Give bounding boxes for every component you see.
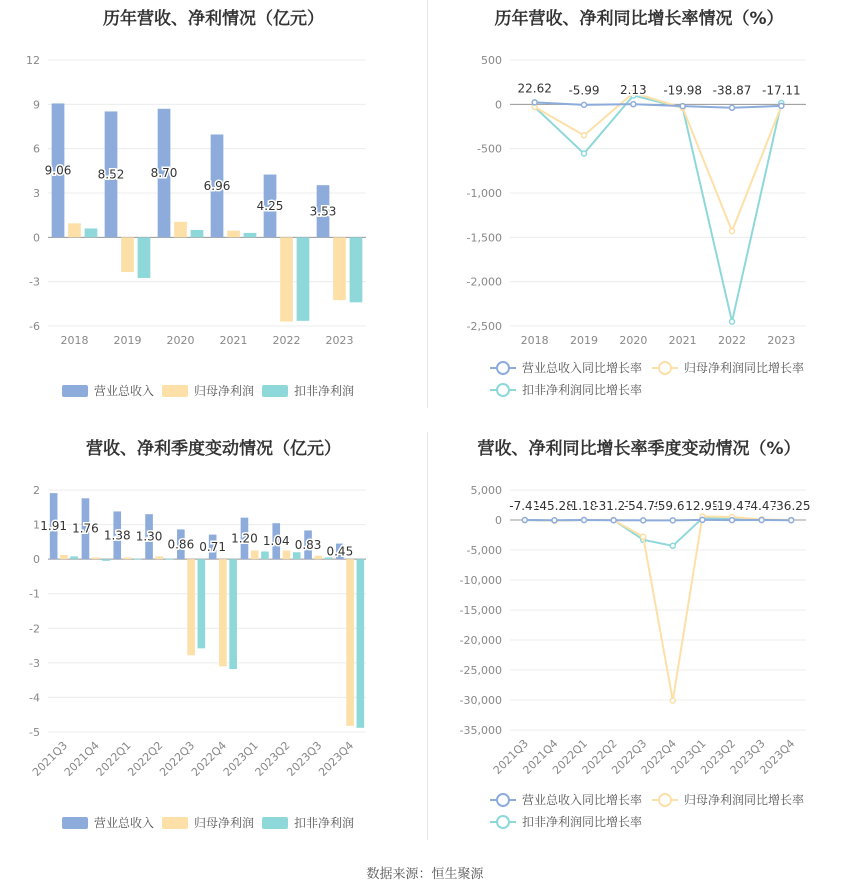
y-tick-label: -2,500: [466, 320, 502, 333]
x-tick-label: 2022Q1: [550, 736, 591, 777]
x-tick-label: 2022Q2: [579, 736, 620, 777]
legend-swatch: [162, 385, 188, 397]
series-line: [535, 93, 782, 231]
bar: [229, 559, 237, 669]
bar-value-label: 1.04: [262, 534, 290, 549]
legend-swatch: [162, 817, 188, 829]
data-point: [532, 100, 537, 105]
legend-label: 扣非净利润: [294, 384, 355, 398]
legend-label: 营业总收入同比增长率: [522, 793, 643, 807]
line-value-label: -38.87: [712, 83, 752, 98]
legend-label: 归母净利润: [194, 816, 255, 830]
x-tick-label: 2022: [718, 334, 746, 347]
legend-swatch-marker: [659, 362, 671, 374]
data-point: [582, 517, 587, 522]
x-tick-label: 2021Q4: [520, 736, 561, 777]
x-tick-label: 2023Q1: [220, 738, 261, 779]
data-point: [700, 517, 705, 522]
bar: [134, 558, 142, 559]
y-tick-label: 500: [481, 54, 502, 67]
x-tick-label: 2023Q1: [668, 736, 709, 777]
data-point: [730, 229, 735, 234]
series-line: [525, 516, 791, 700]
y-tick-label: -5,000: [466, 544, 502, 557]
x-tick-label: 2018: [520, 334, 549, 347]
legend-swatch: [262, 385, 288, 397]
data-point: [680, 104, 685, 109]
chart-title: 营收、净利同比增长率季度变动情况（%）: [477, 439, 801, 459]
data-point: [522, 518, 527, 523]
line-value-label: 1.18: [570, 498, 598, 513]
chart-panel-quarterly-growth: [428, 432, 850, 852]
chart-panel-annual-revenue-profit: [0, 0, 427, 410]
line-value-label: -5.99: [568, 83, 600, 98]
legend-swatch: [62, 385, 88, 397]
y-tick-label: -20,000: [459, 634, 502, 647]
x-tick-label: 2023Q4: [316, 738, 357, 779]
data-point: [552, 518, 557, 523]
bar-value-label: 1.30: [135, 529, 163, 544]
x-tick-label: 2023Q3: [284, 738, 325, 779]
bar: [102, 559, 110, 561]
data-point: [582, 102, 587, 107]
x-tick-label: 2023Q2: [698, 736, 739, 777]
bar: [166, 558, 174, 559]
y-tick-label: 5,000: [470, 484, 502, 497]
x-tick-label: 2022Q4: [638, 736, 679, 777]
line-value-label: 22.62: [517, 81, 552, 96]
bar-value-label: 4.25: [256, 198, 284, 213]
x-tick-label: 2022Q1: [93, 738, 134, 779]
x-tick-label: 2022Q4: [188, 738, 230, 779]
legend-label: 归母净利润同比增长率: [684, 793, 805, 807]
bar: [191, 230, 204, 237]
legend-label: 扣非净利润: [294, 816, 355, 830]
bar: [227, 231, 240, 238]
x-tick-label: 2021: [219, 334, 248, 347]
y-tick-label: 1: [33, 518, 40, 532]
x-tick-label: 2022Q2: [125, 738, 166, 779]
bar-value-label: 0.71: [199, 539, 227, 554]
bar: [70, 556, 78, 559]
chart-panel-quarterly-revenue-profit: [0, 432, 427, 852]
line-value-label: -19.47: [712, 499, 752, 513]
data-point: [730, 105, 735, 110]
bar: [280, 237, 293, 321]
data-point: [641, 534, 646, 539]
chart-title: 历年营收、净利情况（亿元）: [103, 9, 324, 29]
bar: [198, 559, 206, 648]
legend-label: 扣非净利润同比增长率: [522, 383, 643, 397]
legend-swatch-marker: [497, 816, 509, 828]
legend-swatch: [62, 817, 88, 829]
legend-swatch-marker: [659, 794, 671, 806]
line-value-label: -4.47: [746, 499, 778, 513]
bar: [357, 559, 365, 728]
x-tick-label: 2022: [272, 334, 301, 347]
y-tick-label: -4: [29, 691, 40, 705]
data-source-note: 数据来源：恒生聚源: [366, 867, 484, 882]
line-value-label: 12.95: [685, 498, 720, 513]
y-tick-label: -15,000: [459, 604, 502, 617]
x-tick-label: 2019: [113, 334, 142, 347]
chart-title: 历年营收、净利同比增长率情况（%）: [494, 9, 784, 29]
series-line: [525, 518, 791, 546]
bar: [85, 228, 98, 237]
bar: [261, 552, 269, 560]
y-tick-label: -500: [477, 142, 502, 156]
bar: [138, 237, 151, 278]
legend-label: 营业总收入同比增长率: [522, 361, 643, 375]
chart-quarterly-revenue-profit: [0, 432, 427, 852]
bar: [283, 551, 291, 560]
bar: [68, 223, 81, 237]
bar: [333, 237, 346, 300]
y-tick-label: -2: [29, 622, 40, 636]
x-tick-label: 2020: [619, 334, 648, 347]
y-tick-label: -3: [29, 275, 40, 289]
data-point: [779, 103, 784, 108]
y-tick-label: -35,000: [459, 724, 502, 737]
y-tick-label: -1: [29, 587, 40, 601]
line-value-label: -19.98: [663, 83, 703, 98]
data-point: [730, 518, 735, 523]
bar: [124, 557, 132, 559]
x-tick-label: 2022Q3: [157, 738, 198, 779]
data-point: [670, 698, 675, 703]
data-point: [611, 518, 616, 523]
bar-value-label: 0.83: [294, 537, 322, 552]
bar: [155, 556, 163, 559]
x-tick-label: 2020: [166, 334, 195, 347]
bar-value-label: 3.53: [309, 204, 337, 219]
y-tick-label: 0: [33, 553, 40, 567]
x-tick-label: 2022Q3: [609, 736, 650, 777]
bar: [297, 237, 310, 320]
chart-panel-annual-growth: [428, 0, 850, 410]
line-value-label: -7.41: [509, 499, 541, 513]
y-tick-label: -5: [29, 726, 40, 739]
bar-value-label: 8.70: [150, 166, 178, 181]
bar-value-label: 6.96: [203, 178, 231, 193]
x-tick-label: 2023: [325, 334, 354, 347]
line-value-label: -31.27: [594, 499, 633, 513]
bar: [293, 552, 301, 559]
series-line: [535, 102, 782, 107]
data-point: [670, 543, 675, 548]
y-tick-label: 2: [33, 484, 40, 497]
x-tick-label: 2023Q4: [757, 736, 798, 777]
data-point: [582, 151, 587, 156]
y-tick-label: -10,000: [459, 574, 502, 587]
bar: [121, 237, 134, 272]
data-point: [631, 102, 636, 107]
bar: [92, 557, 100, 559]
bar-value-label: 0.45: [326, 544, 354, 559]
x-tick-label: 2018: [60, 334, 89, 347]
x-tick-label: 2019: [570, 334, 598, 347]
bar: [174, 222, 187, 238]
x-tick-label: 2021: [668, 334, 697, 347]
data-point: [759, 518, 764, 523]
bar-value-label: 0.86: [167, 537, 195, 552]
y-tick-label: 0: [495, 98, 502, 112]
line-value-label: -17.11: [761, 83, 801, 98]
chart-annual-growth: [428, 0, 850, 410]
legend-swatch: [262, 817, 288, 829]
data-point: [730, 319, 735, 324]
chart-title: 营收、净利季度变动情况（亿元）: [86, 439, 341, 459]
x-tick-label: 2021Q3: [490, 736, 531, 777]
data-point: [582, 133, 587, 138]
data-point: [641, 518, 646, 523]
line-value-label: 2.13: [619, 83, 647, 98]
legend-label: 归母净利润同比增长率: [684, 361, 805, 375]
line-value-label: -45.28: [535, 499, 574, 513]
y-tick-label: -3: [29, 656, 40, 670]
y-tick-label: 3: [33, 187, 40, 200]
bar-value-label: 1.20: [231, 531, 258, 546]
legend-label: 归母净利润: [194, 384, 255, 398]
bar: [346, 559, 354, 726]
bar: [251, 551, 259, 560]
y-tick-label: -1,500: [466, 231, 502, 245]
chart-annual-revenue-profit: [0, 0, 427, 410]
y-tick-label: -6: [29, 320, 40, 333]
y-tick-label: -25,000: [459, 664, 502, 677]
bar: [314, 556, 322, 559]
bar-value-label: 1.91: [40, 519, 68, 534]
x-tick-label: 2023Q2: [252, 738, 293, 779]
legend-label: 营业总收入: [94, 384, 155, 398]
bar-value-label: 1.76: [72, 521, 99, 536]
legend-label: 营业总收入: [94, 816, 155, 830]
y-tick-label: 0: [33, 231, 40, 245]
y-tick-label: -2,000: [466, 275, 502, 289]
bar: [60, 555, 68, 559]
legend-swatch-marker: [497, 362, 509, 374]
x-tick-label: 2021Q4: [61, 738, 102, 779]
bar-value-label: 1.38: [103, 528, 131, 543]
legend-swatch-marker: [497, 794, 509, 806]
y-tick-label: 6: [33, 142, 40, 156]
line-value-label: -36.25: [771, 499, 811, 513]
legend-swatch-marker: [497, 384, 509, 396]
chart-quarterly-growth: [428, 432, 850, 852]
x-tick-label: 2023: [767, 334, 796, 347]
y-tick-label: -1,000: [466, 187, 502, 200]
x-tick-label: 2023Q3: [727, 736, 768, 777]
y-tick-label: 0: [495, 514, 502, 527]
y-tick-label: 9: [33, 98, 40, 112]
y-tick-label: 12: [26, 54, 40, 67]
bar: [350, 237, 363, 302]
line-value-label: -54.79: [623, 499, 663, 513]
bar: [187, 559, 195, 655]
bar-value-label: 8.52: [97, 167, 125, 182]
bar-value-label: 9.06: [44, 163, 72, 178]
legend-label: 扣非净利润同比增长率: [522, 815, 643, 829]
y-tick-label: -30,000: [459, 694, 502, 707]
x-tick-label: 2021Q3: [29, 738, 71, 779]
bar: [244, 233, 257, 237]
data-point: [670, 518, 675, 523]
bar: [219, 559, 227, 666]
data-point: [789, 518, 794, 523]
line-value-label: -59.67: [653, 499, 693, 513]
